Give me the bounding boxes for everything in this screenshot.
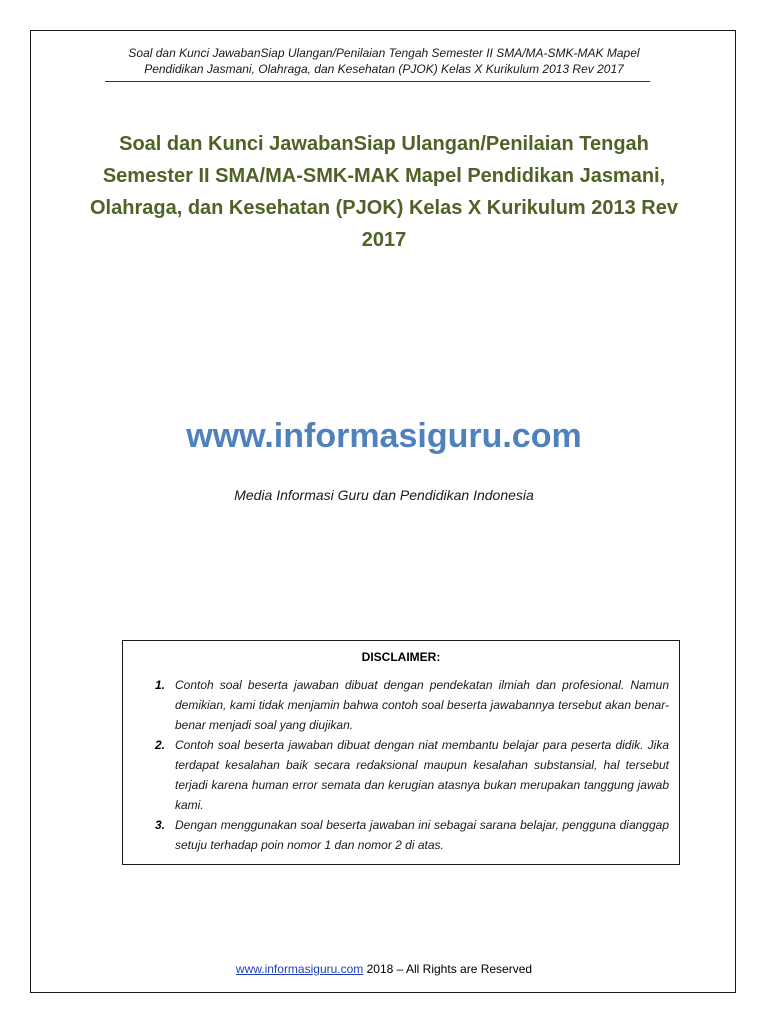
footer-site-link[interactable]: www.informasiguru.com — [235, 962, 364, 976]
document-title-line-3: Olahraga, dan Kesehatan (PJOK) Kelas X Kurikulum 2013 Rev — [90, 197, 678, 219]
disclaimer-item — [133, 815, 669, 855]
disclaimer-box — [122, 640, 680, 865]
site-tagline: Media Informasi Guru dan Pendidikan Indonesia — [234, 487, 534, 503]
header-divider — [105, 81, 650, 82]
disclaimer-item-text: Contoh soal beserta jawaban dibuat dengan pendekatan ilmiah dan profesional. Namun demikian, kami tidak menjamin bahwa contoh soal beserta jawabannya tersebut akan benar-benar menjadi soal yang diujikan. — [175, 678, 669, 732]
disclaimer-heading: DISCLAIMER: — [361, 650, 441, 664]
running-header — [105, 45, 663, 77]
disclaimer-item-text: Dengan menggunakan soal beserta jawaban ini sebagai sarana belajar, pengguna dianggap setuju terhadap poin nomor 1 dan nomor 2 di atas. — [175, 818, 669, 852]
footer — [100, 961, 668, 977]
document-title-line-2: Semester II SMA/MA-SMK-MAK Mapel Pendidikan Jasmani, — [102, 165, 666, 187]
disclaimer-item — [133, 735, 669, 815]
disclaimer-item-number: 1. — [154, 678, 165, 692]
disclaimer-item-text: Contoh soal beserta jawaban dibuat dengan niat membantu belajar para peserta didik. Jika terdapat kesalahan baik secara redaksional maupun kesalahan substansial, hal tersebut terjadi karena human error semata dan kerugian atasnya bukan merupakan tanggung jawab kami. — [175, 738, 669, 812]
footer-rights-text: 2018 – All Rights are Reserved — [363, 962, 533, 976]
running-header-line-1: Soal dan Kunci JawabanSiap Ulangan/Penilaian Tengah Semester II SMA/MA-SMK-MAK Mapel — [128, 46, 640, 60]
document-title — [85, 128, 683, 256]
disclaimer-item — [133, 675, 669, 735]
disclaimer-item-number: 2. — [154, 738, 165, 752]
running-header-line-2: Pendidikan Jasmani, Olahraga, dan Kesehatan (PJOK) Kelas X Kurikulum 2013 Rev 2017 — [144, 62, 624, 76]
disclaimer-list — [133, 675, 669, 855]
document-title-line-4: 2017 — [361, 229, 407, 251]
site-url: www.informasiguru.com — [186, 417, 582, 455]
document-title-line-1: Soal dan Kunci JawabanSiap Ulangan/Penilaian Tengah — [119, 133, 649, 155]
disclaimer-item-number: 3. — [154, 818, 165, 832]
